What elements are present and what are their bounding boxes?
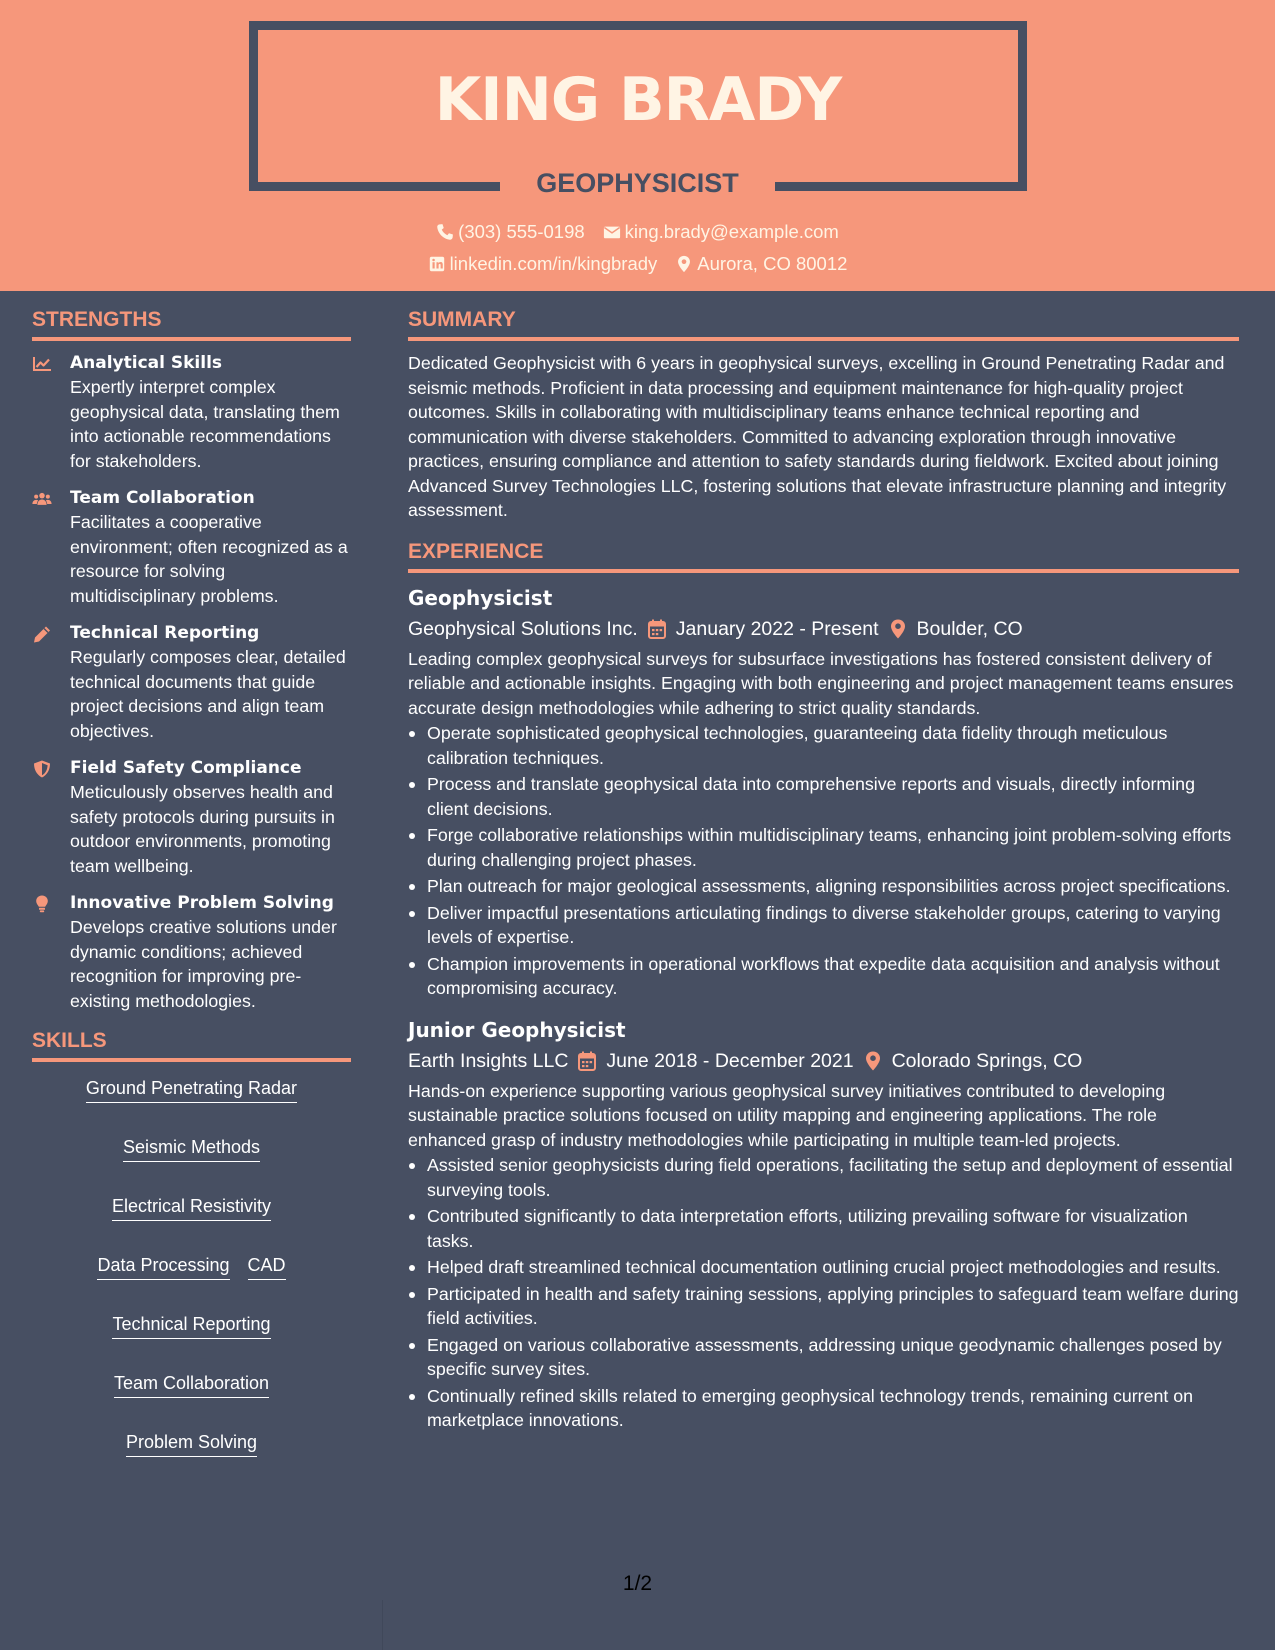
frame-divider-left xyxy=(249,182,500,191)
linkedin-icon xyxy=(428,255,446,273)
list-item: Operate sophisticated geophysical technologies, guaranteeing data fidelity through meticulous calibration techniques. xyxy=(408,721,1239,770)
list-item: Continually refined skills related to emerging geophysical technology trends, remaining current on marketplace innovations. xyxy=(408,1384,1239,1433)
job-company: Earth Insights LLC xyxy=(408,1049,569,1072)
list-item: Participated in health and safety training sessions, applying principles to safeguard team welfare during field activities. xyxy=(408,1282,1239,1331)
calendar-icon xyxy=(648,619,666,639)
job-entry xyxy=(408,1015,1239,1433)
chart-line-icon xyxy=(32,351,54,473)
job-meta xyxy=(408,1045,1239,1077)
job-title-heading: GEOPHYSICIST xyxy=(536,168,739,198)
job-location: Boulder, CO xyxy=(916,617,1023,640)
right-column xyxy=(408,305,1239,1447)
lightbulb-icon xyxy=(32,891,54,1013)
list-item: Process and translate geophysical data into comprehensive reports and visuals, directly informing client decisions. xyxy=(408,772,1239,821)
job-position: Geophysicist xyxy=(408,585,553,610)
skill-tag: Ground Penetrating Radar xyxy=(86,1076,297,1103)
job-company: Geophysical Solutions Inc. xyxy=(408,617,638,640)
strength-description: Regularly composes clear, detailed technical documents that guide project decisions and align team objectives. xyxy=(70,647,346,741)
strength-description: Develops creative solutions under dynamic conditions; achieved recognition for improving pre-existing methodologies. xyxy=(70,917,337,1011)
list-item: Forge collaborative relationships within multidisciplinary teams, enhancing joint problem-solving efforts during challenging project phases. xyxy=(408,823,1239,872)
map-marker-icon xyxy=(864,1051,882,1071)
job-bullets xyxy=(408,721,1239,1001)
contact-linkedin[interactable] xyxy=(428,252,658,276)
candidate-name: KING BRADY xyxy=(434,65,842,135)
list-item: Plan outreach for major geological assessments, aligning responsibilities across project specifications. xyxy=(408,874,1239,899)
strengths-heading: STRENGTHS xyxy=(32,305,351,341)
job-bullets xyxy=(408,1153,1239,1433)
phone-icon xyxy=(436,223,454,241)
job-description: Hands-on experience supporting various geophysical survey initiatives contributed to developing sustainable practice solutions focused on utility mapping and engineering applications. The role enhanced grasp of industry methodologies while participating in multiple team-led projects. xyxy=(408,1080,1166,1150)
list-item: Champion improvements in operational workflows that expedite data acquisition and analysis without compromising accuracy. xyxy=(408,952,1239,1001)
strength-description: Expertly interpret complex geophysical data, translating them into actionable recommendations for stakeholders. xyxy=(70,377,340,471)
contact-row-1 xyxy=(0,220,1275,244)
map-marker-icon xyxy=(675,255,693,273)
calendar-icon xyxy=(578,1051,596,1071)
list-item: Contributed significantly to data interpretation efforts, utilizing prevailing software for visualization tasks. xyxy=(408,1204,1239,1253)
job-dates: June 2018 - December 2021 xyxy=(606,1049,854,1072)
location-text: Aurora, CO 80012 xyxy=(697,253,848,274)
job-description: Leading complex geophysical surveys for subsurface investigations has fostered consistent delivery of reliable and actionable insights. Engaging with both engineering and project management teams ensures accurate design methodologies while adhering to strict quality standards. xyxy=(408,648,1234,718)
users-icon xyxy=(32,486,54,608)
phone-text: (303) 555-0198 xyxy=(458,221,585,242)
left-column xyxy=(32,305,351,1457)
skills-heading: SKILLS xyxy=(32,1026,351,1062)
job-location: Colorado Springs, CO xyxy=(891,1049,1083,1072)
job-meta xyxy=(408,613,1239,645)
strength-title: Team Collaboration xyxy=(70,488,255,508)
list-item: Deliver impactful presentations articulating findings to diverse stakeholder groups, catering to varying levels of expertise. xyxy=(408,901,1239,950)
job-entry xyxy=(408,583,1239,1001)
resume-header xyxy=(0,0,1275,291)
skill-tag: Team Collaboration xyxy=(114,1371,269,1398)
contact-row-2 xyxy=(0,252,1275,276)
contact-location xyxy=(675,252,847,276)
strength-title: Field Safety Compliance xyxy=(70,758,302,778)
skill-tag: Seismic Methods xyxy=(123,1135,260,1162)
experience-heading: EXPERIENCE xyxy=(408,537,1239,573)
strength-title: Technical Reporting xyxy=(70,623,260,643)
strength-item xyxy=(32,351,351,473)
email-text: king.brady@example.com xyxy=(624,221,839,242)
skill-tag: Technical Reporting xyxy=(112,1312,270,1339)
strength-item xyxy=(32,621,351,743)
list-item: Helped draft streamlined technical documentation outlining crucial project methodologies and results. xyxy=(408,1255,1239,1280)
job-position: Junior Geophysicist xyxy=(408,1017,626,1042)
frame-divider-right xyxy=(775,182,1027,191)
summary-heading: SUMMARY xyxy=(408,305,1239,341)
list-item: Assisted senior geophysicists during field operations, facilitating the setup and deployment of essential surveying tools. xyxy=(408,1153,1239,1202)
page-divider xyxy=(382,1600,383,1650)
skill-tag: Problem Solving xyxy=(126,1430,257,1457)
skills-list xyxy=(32,1072,351,1457)
map-marker-icon xyxy=(889,619,907,639)
linkedin-text: linkedin.com/in/kingbrady xyxy=(449,253,658,274)
strength-item xyxy=(32,486,351,608)
pencil-icon xyxy=(32,621,54,743)
list-item: Engaged on various collaborative assessments, addressing unique geodynamic challenges posed by specific survey sites. xyxy=(408,1333,1239,1382)
envelope-icon xyxy=(603,223,621,241)
strength-description: Facilitates a cooperative environment; often recognized as a resource for solving multidisciplinary problems. xyxy=(70,512,348,606)
skill-tag: Electrical Resistivity xyxy=(112,1194,271,1221)
skill-tag: CAD xyxy=(248,1253,286,1280)
contact-email[interactable] xyxy=(603,220,839,244)
strength-item xyxy=(32,756,351,878)
strength-item xyxy=(32,891,351,1013)
strength-title: Analytical Skills xyxy=(70,353,223,373)
strength-title: Innovative Problem Solving xyxy=(70,893,334,913)
contact-phone[interactable] xyxy=(436,220,585,244)
skill-tag: Data Processing xyxy=(97,1253,229,1280)
strength-description: Meticulously observes health and safety protocols during pursuits in outdoor environments, promoting team wellbeing. xyxy=(70,782,335,876)
job-dates: January 2022 - Present xyxy=(675,617,879,640)
summary-text: Dedicated Geophysicist with 6 years in geophysical surveys, excelling in Ground Penetrating Radar and seismic methods. Proficient in data processing and equipment maintenance for high-quality project outcomes. Skills in collaborating with multidisciplinary teams enhance technical reporting and communication with diverse stakeholders. Committed to advancing exploration through innovative practices, ensuring compliance and attention to safety standards during fieldwork. Excited about joining Advanced Survey Technologies LLC, fostering solutions that elevate infrastructure planning and integrity assessment. xyxy=(408,353,1227,520)
page-indicator: 1/2 xyxy=(622,1572,653,1595)
shield-icon xyxy=(32,756,54,878)
